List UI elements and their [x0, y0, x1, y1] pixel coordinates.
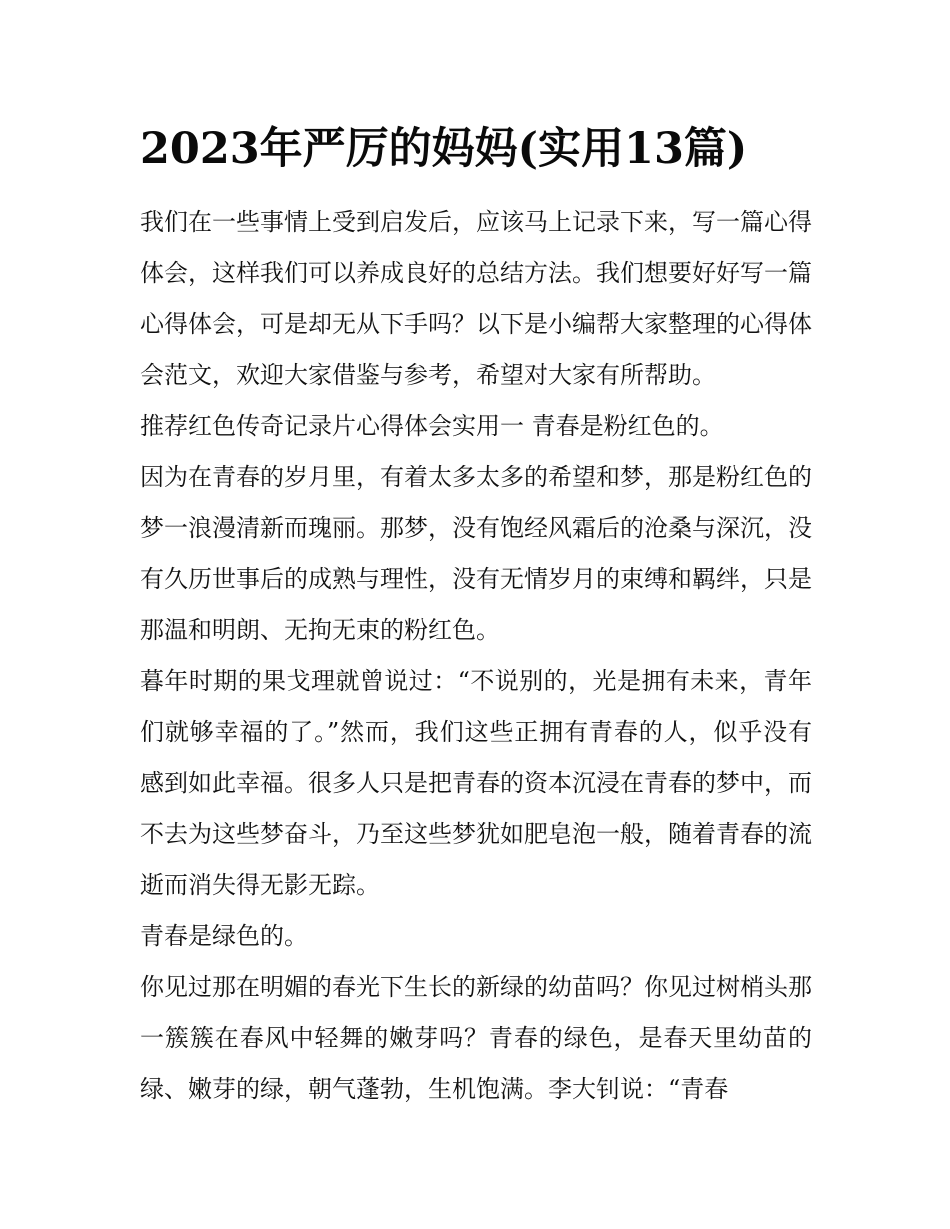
document-body	[140, 197, 812, 1115]
paragraph-gogol-quote: 暮年时期的果戈理就曾说过：“不说别的，光是拥有未来，青年们就够幸福的了。”然而，我们这些正拥有青春的人，似乎没有感到如此幸福。很多人只是把青春的资本沉浸在青春的梦中，而不去为这些梦奋斗，乃至这些梦犹如肥皂泡一般，随着青春的流逝而消失得无影无踪。	[140, 667, 812, 899]
paragraph-recommend: 推荐红色传奇记录片心得体会实用一 青春是粉红色的。	[140, 412, 724, 440]
paragraph-green-spring: 你见过那在明媚的春光下生长的新绿的幼苗吗？你见过树梢头那一簇簇在春风中轻舞的嫩芽吗？青春的绿色，是春天里幼苗的绿、嫩芽的绿，朝气蓬勃，生机饱满。李大钊说：“青春	[140, 973, 812, 1103]
paragraph-green-heading: 青春是绿色的。	[140, 922, 308, 950]
paragraph-intro: 我们在一些事情上受到启发后，应该马上记录下来，写一篇心得体会，这样我们可以养成良好的总结方法。我们想要好好写一篇心得体会，可是却无从下手吗？以下是小编帮大家整理的心得体会范文，欢迎大家借鉴与参考，希望对大家有所帮助。	[140, 208, 812, 389]
paragraph-pink-dream: 因为在青春的岁月里，有着太多太多的希望和梦，那是粉红色的梦一浪漫清新而瑰丽。那梦，没有饱经风霜后的沧桑与深沉，没有久历世事后的成熟与理性，没有无情岁月的束缚和羁绊，只是那温和明朗、无拘无束的粉红色。	[140, 463, 812, 644]
document-title: 2023年严厉的妈妈(实用13篇)	[140, 124, 748, 174]
